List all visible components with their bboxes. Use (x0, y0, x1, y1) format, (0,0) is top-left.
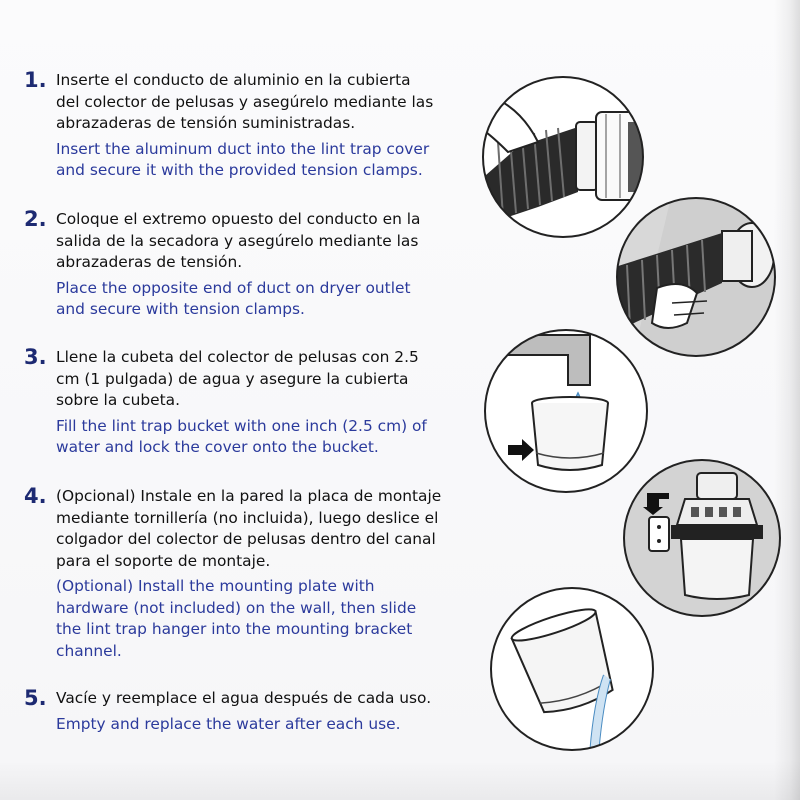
page-edge-shadow (774, 0, 800, 800)
step-text-spanish: Llene la cubeta del colector de pelusas con 2.5 cm (1 pulgada) de agua y asegure la cubierta sobre la cubeta. (56, 348, 419, 409)
step-2 (24, 209, 464, 321)
step-3 (24, 347, 464, 459)
step-text-english: Empty and replace the water after each use. (56, 714, 401, 733)
step-text-spanish: Inserte el conducto de aluminio en la cubierta del colector de pelusas y asegúrelo mediante las abrazaderas de tensión suministradas. (56, 71, 434, 132)
step-number: 1. (24, 68, 47, 92)
page-bottom-shadow (0, 760, 800, 800)
step-text-english: Insert the aluminum duct into the lint trap cover and secure it with the provided tension clamps. (56, 139, 430, 179)
step-text-english: Place the opposite end of duct on dryer outlet and secure with tension clamps. (56, 278, 411, 318)
step-number: 5. (24, 686, 47, 710)
step-text-english: Fill the lint trap bucket with one inch (2.5 cm) of water and lock the cover onto the bucket. (56, 416, 427, 456)
step-number: 4. (24, 484, 47, 508)
step-4 (24, 486, 464, 662)
step-text-spanish: Vacíe y reemplace el agua después de cada uso. (56, 689, 432, 707)
empty-bucket-illustration (486, 583, 658, 755)
step-number: 2. (24, 207, 47, 231)
step-text-english: (Optional) Install the mounting plate with hardware (not included) on the wall, then slide the lint trap hanger into the mounting bracket channel. (56, 577, 417, 660)
step-number: 3. (24, 345, 47, 369)
step-text-spanish: (Opcional) Instale en la pared la placa de montaje mediante tornillería (no incluida), luego deslice el colgador del colector de pelusas dentro del canal para el soporte de montaje. (56, 487, 442, 570)
step-1 (24, 70, 464, 182)
step-5 (24, 688, 464, 735)
step-text-spanish: Coloque el extremo opuesto del conducto en la salida de la secadora y asegúrelo mediante las abrazaderas de tensión. (56, 210, 421, 271)
